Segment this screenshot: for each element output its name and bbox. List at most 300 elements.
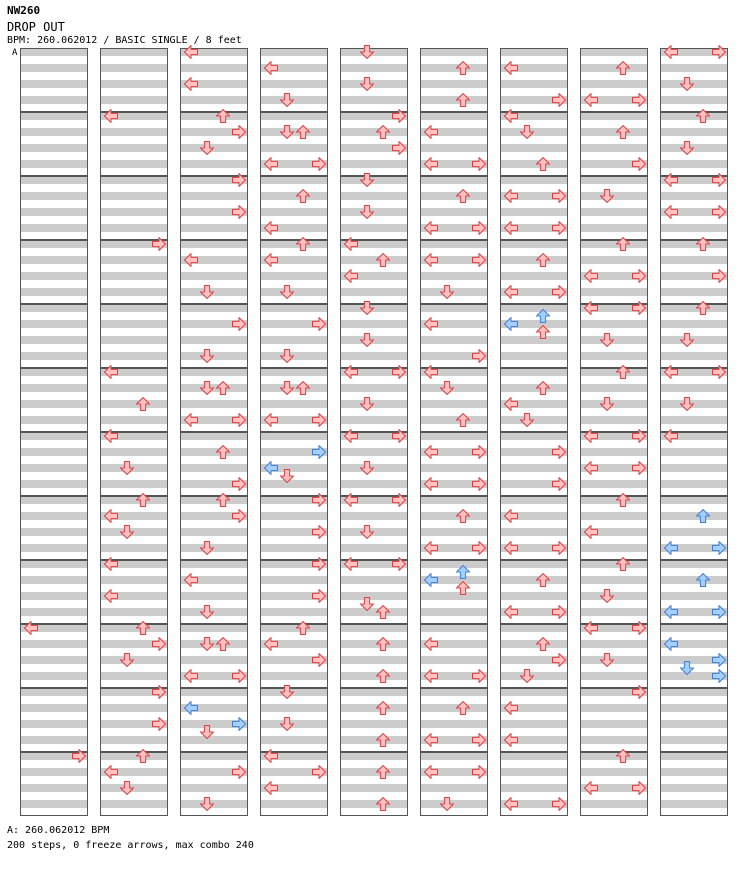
beat-stripe xyxy=(180,560,248,568)
beat-stripe xyxy=(660,576,728,584)
beat-stripe xyxy=(260,704,328,712)
right-arrow-icon xyxy=(553,222,566,235)
beat-stripe xyxy=(100,544,168,552)
beat-stripe xyxy=(180,464,248,472)
beat-stripe xyxy=(660,592,728,600)
beat-stripe xyxy=(180,656,248,664)
right-arrow-icon xyxy=(473,478,486,491)
left-arrow-icon xyxy=(505,398,518,411)
down-arrow-icon xyxy=(601,334,614,347)
left-arrow-icon xyxy=(425,670,438,683)
up-arrow-icon xyxy=(137,398,150,411)
left-arrow-icon xyxy=(585,270,598,283)
beat-stripe xyxy=(420,528,488,536)
right-arrow-icon xyxy=(473,766,486,779)
beat-stripe xyxy=(340,736,408,744)
left-arrow-icon xyxy=(505,734,518,747)
up-arrow-icon xyxy=(537,158,550,171)
up-arrow-icon xyxy=(537,638,550,651)
beat-stripe xyxy=(100,80,168,88)
beat-stripe xyxy=(20,128,88,136)
beat-stripe xyxy=(660,560,728,568)
up-arrow-icon xyxy=(457,510,470,523)
up-arrow-icon xyxy=(377,606,390,619)
beat-stripe xyxy=(20,256,88,264)
down-arrow-icon xyxy=(361,46,374,59)
left-arrow-icon xyxy=(105,510,118,523)
up-arrow-icon xyxy=(537,254,550,267)
right-arrow-icon xyxy=(553,542,566,555)
left-arrow-icon xyxy=(425,222,438,235)
left-arrow-icon xyxy=(425,478,438,491)
beat-stripe xyxy=(660,496,728,504)
beat-stripe xyxy=(100,752,168,760)
song-code: NW260 xyxy=(7,4,41,17)
beat-stripe xyxy=(500,688,568,696)
beat-stripe xyxy=(500,144,568,152)
beat-stripe xyxy=(660,720,728,728)
beat-stripe xyxy=(20,304,88,312)
beat-stripe xyxy=(500,592,568,600)
beat-stripe xyxy=(100,480,168,488)
right-arrow-icon xyxy=(713,670,726,683)
beat-stripe xyxy=(660,688,728,696)
beat-stripe xyxy=(580,224,648,232)
up-arrow-icon xyxy=(297,126,310,139)
beat-stripe xyxy=(580,368,648,376)
left-arrow-icon xyxy=(185,414,198,427)
beat-stripe xyxy=(340,512,408,520)
beat-stripe xyxy=(420,192,488,200)
right-arrow-icon xyxy=(633,158,646,171)
beat-stripe xyxy=(340,544,408,552)
beat-stripe xyxy=(20,640,88,648)
bpm-legend: A: 260.062012 BPM xyxy=(7,825,110,836)
right-arrow-icon xyxy=(713,270,726,283)
left-arrow-icon xyxy=(265,462,278,475)
beat-stripe xyxy=(180,192,248,200)
up-arrow-icon xyxy=(457,702,470,715)
beat-stripe xyxy=(420,608,488,616)
beat-stripe xyxy=(100,192,168,200)
beat-stripe xyxy=(100,224,168,232)
left-arrow-icon xyxy=(505,222,518,235)
beat-stripe xyxy=(100,144,168,152)
right-arrow-icon xyxy=(233,126,246,139)
beat-stripe xyxy=(340,320,408,328)
beat-stripe xyxy=(340,416,408,424)
beat-stripe xyxy=(20,224,88,232)
beat-stripe xyxy=(340,704,408,712)
beat-stripe xyxy=(20,784,88,792)
beat-stripe xyxy=(580,352,648,360)
beat-stripe xyxy=(580,736,648,744)
beat-stripe xyxy=(340,608,408,616)
beat-stripe xyxy=(580,576,648,584)
beat-stripe xyxy=(100,48,168,56)
beat-stripe xyxy=(20,704,88,712)
up-arrow-icon xyxy=(377,254,390,267)
beat-stripe xyxy=(20,368,88,376)
beat-stripe xyxy=(20,576,88,584)
beat-stripe xyxy=(420,784,488,792)
right-arrow-icon xyxy=(233,510,246,523)
right-arrow-icon xyxy=(233,766,246,779)
up-arrow-icon xyxy=(377,734,390,747)
beat-stripe xyxy=(260,480,328,488)
beat-stripe xyxy=(420,400,488,408)
beat-stripe xyxy=(660,320,728,328)
down-arrow-icon xyxy=(441,382,454,395)
beat-stripe xyxy=(260,432,328,440)
right-arrow-icon xyxy=(313,766,326,779)
beat-stripe xyxy=(180,368,248,376)
beat-stripe xyxy=(500,432,568,440)
down-arrow-icon xyxy=(281,718,294,731)
beat-stripe xyxy=(420,432,488,440)
left-arrow-icon xyxy=(425,766,438,779)
beat-stripe xyxy=(420,64,488,72)
left-arrow-icon xyxy=(185,702,198,715)
beat-stripe xyxy=(580,560,648,568)
beat-stripe xyxy=(660,224,728,232)
down-arrow-icon xyxy=(121,526,134,539)
beat-stripe xyxy=(20,288,88,296)
left-arrow-icon xyxy=(425,158,438,171)
beat-stripe xyxy=(580,448,648,456)
up-arrow-icon xyxy=(217,382,230,395)
beat-stripe xyxy=(500,48,568,56)
left-arrow-icon xyxy=(265,638,278,651)
beat-stripe xyxy=(420,336,488,344)
down-arrow-icon xyxy=(441,286,454,299)
beat-stripe xyxy=(260,304,328,312)
down-arrow-icon xyxy=(681,334,694,347)
down-arrow-icon xyxy=(201,606,214,619)
beat-stripe xyxy=(260,272,328,280)
beat-stripe xyxy=(180,336,248,344)
beat-stripe xyxy=(580,176,648,184)
left-arrow-icon xyxy=(425,734,438,747)
beat-stripe xyxy=(20,544,88,552)
beat-stripe xyxy=(500,176,568,184)
right-arrow-icon xyxy=(153,718,166,731)
up-arrow-icon xyxy=(377,766,390,779)
beat-stripe xyxy=(580,704,648,712)
beat-stripe xyxy=(580,512,648,520)
beat-stripe xyxy=(260,192,328,200)
down-arrow-icon xyxy=(681,78,694,91)
beat-stripe xyxy=(500,80,568,88)
down-arrow-icon xyxy=(361,398,374,411)
right-arrow-icon xyxy=(473,350,486,363)
beat-stripe xyxy=(660,752,728,760)
left-arrow-icon xyxy=(105,766,118,779)
beat-stripe xyxy=(580,288,648,296)
down-arrow-icon xyxy=(681,398,694,411)
left-arrow-icon xyxy=(185,670,198,683)
right-arrow-icon xyxy=(473,254,486,267)
beat-stripe xyxy=(420,112,488,120)
beat-stripe xyxy=(580,608,648,616)
beat-stripe xyxy=(500,576,568,584)
right-arrow-icon xyxy=(233,206,246,219)
beat-stripe xyxy=(100,176,168,184)
beat-stripe xyxy=(580,768,648,776)
beat-stripe xyxy=(180,528,248,536)
beat-stripe xyxy=(580,672,648,680)
beat-stripe xyxy=(180,448,248,456)
beat-stripe xyxy=(180,624,248,632)
beat-stripe xyxy=(20,720,88,728)
down-arrow-icon xyxy=(361,78,374,91)
right-arrow-icon xyxy=(553,798,566,811)
beat-stripe xyxy=(660,240,728,248)
beat-stripe xyxy=(100,320,168,328)
beat-stripe xyxy=(420,96,488,104)
beat-stripe xyxy=(340,592,408,600)
beat-stripe xyxy=(20,240,88,248)
right-arrow-icon xyxy=(313,526,326,539)
left-arrow-icon xyxy=(425,254,438,267)
right-arrow-icon xyxy=(473,446,486,459)
right-arrow-icon xyxy=(553,654,566,667)
beat-stripe xyxy=(580,208,648,216)
beat-stripe xyxy=(500,160,568,168)
beat-stripe xyxy=(660,784,728,792)
beat-stripe xyxy=(180,688,248,696)
down-arrow-icon xyxy=(201,638,214,651)
beat-stripe xyxy=(100,384,168,392)
beat-stripe xyxy=(420,704,488,712)
down-arrow-icon xyxy=(361,526,374,539)
right-arrow-icon xyxy=(233,670,246,683)
beat-stripe xyxy=(660,256,728,264)
up-arrow-icon xyxy=(377,126,390,139)
beat-stripe xyxy=(660,288,728,296)
down-arrow-icon xyxy=(521,126,534,139)
beat-stripe xyxy=(420,80,488,88)
beat-stripe xyxy=(20,512,88,520)
right-arrow-icon xyxy=(633,270,646,283)
beat-stripe xyxy=(340,448,408,456)
beat-stripe xyxy=(580,720,648,728)
beat-stripe xyxy=(340,784,408,792)
beat-stripe xyxy=(340,128,408,136)
beat-stripe xyxy=(340,288,408,296)
beat-stripe xyxy=(340,800,408,808)
beat-stripe xyxy=(660,512,728,520)
down-arrow-icon xyxy=(601,398,614,411)
beat-stripe xyxy=(340,96,408,104)
beat-stripe xyxy=(20,608,88,616)
down-arrow-icon xyxy=(201,142,214,155)
beat-stripe xyxy=(20,736,88,744)
beat-stripe xyxy=(20,352,88,360)
beat-stripe xyxy=(100,272,168,280)
beat-stripe xyxy=(500,208,568,216)
beat-stripe xyxy=(660,736,728,744)
left-arrow-icon xyxy=(585,94,598,107)
left-arrow-icon xyxy=(185,46,198,59)
beat-stripe xyxy=(180,400,248,408)
beat-stripe xyxy=(340,576,408,584)
beat-stripe xyxy=(260,400,328,408)
down-arrow-icon xyxy=(201,286,214,299)
beat-stripe xyxy=(260,800,328,808)
beat-stripe xyxy=(420,752,488,760)
right-arrow-icon xyxy=(713,46,726,59)
beat-stripe xyxy=(340,656,408,664)
beat-stripe xyxy=(340,384,408,392)
up-arrow-icon xyxy=(377,670,390,683)
up-arrow-icon xyxy=(377,702,390,715)
up-arrow-icon xyxy=(377,638,390,651)
left-arrow-icon xyxy=(425,638,438,651)
beat-stripe xyxy=(260,624,328,632)
down-arrow-icon xyxy=(281,94,294,107)
beat-stripe xyxy=(260,144,328,152)
beat-stripe xyxy=(20,208,88,216)
right-arrow-icon xyxy=(233,478,246,491)
left-arrow-icon xyxy=(105,590,118,603)
beat-stripe xyxy=(660,448,728,456)
beat-stripe xyxy=(180,784,248,792)
beat-stripe xyxy=(340,752,408,760)
beat-stripe xyxy=(20,272,88,280)
left-arrow-icon xyxy=(505,606,518,619)
down-arrow-icon xyxy=(121,462,134,475)
right-arrow-icon xyxy=(553,94,566,107)
beat-stripe xyxy=(100,496,168,504)
beat-stripe xyxy=(420,496,488,504)
right-arrow-icon xyxy=(553,606,566,619)
beat-stripe xyxy=(260,112,328,120)
left-arrow-icon xyxy=(425,318,438,331)
beat-stripe xyxy=(20,560,88,568)
up-arrow-icon xyxy=(457,94,470,107)
beat-stripe xyxy=(660,464,728,472)
beat-stripe xyxy=(260,512,328,520)
down-arrow-icon xyxy=(281,286,294,299)
down-arrow-icon xyxy=(361,462,374,475)
beat-stripe xyxy=(580,48,648,56)
up-arrow-icon xyxy=(537,574,550,587)
right-arrow-icon xyxy=(473,542,486,555)
beat-stripe xyxy=(100,96,168,104)
beat-stripe xyxy=(420,592,488,600)
beat-stripe xyxy=(420,240,488,248)
song-title: DROP OUT xyxy=(7,20,65,34)
up-arrow-icon xyxy=(377,798,390,811)
beat-stripe xyxy=(100,624,168,632)
beat-stripe xyxy=(660,160,728,168)
up-arrow-icon xyxy=(217,638,230,651)
beat-stripe xyxy=(660,624,728,632)
left-arrow-icon xyxy=(425,542,438,555)
beat-stripe xyxy=(180,736,248,744)
beat-stripe xyxy=(500,240,568,248)
beat-stripe xyxy=(420,144,488,152)
right-arrow-icon xyxy=(473,734,486,747)
chart-meta: BPM: 260.062012 / BASIC SINGLE / 8 feet xyxy=(7,35,242,46)
beat-stripe xyxy=(660,704,728,712)
right-arrow-icon xyxy=(553,190,566,203)
left-arrow-icon xyxy=(505,798,518,811)
beat-stripe xyxy=(260,48,328,56)
beat-stripe xyxy=(660,96,728,104)
beat-stripe xyxy=(500,720,568,728)
right-arrow-icon xyxy=(233,318,246,331)
up-arrow-icon xyxy=(297,382,310,395)
right-arrow-icon xyxy=(313,158,326,171)
beat-stripe xyxy=(580,112,648,120)
beat-stripe xyxy=(20,96,88,104)
beat-stripe xyxy=(340,688,408,696)
beat-stripe xyxy=(260,240,328,248)
down-arrow-icon xyxy=(441,798,454,811)
beat-stripe xyxy=(500,528,568,536)
left-arrow-icon xyxy=(345,270,358,283)
beat-stripe xyxy=(420,48,488,56)
beat-stripe xyxy=(500,768,568,776)
up-arrow-icon xyxy=(457,62,470,75)
chart-stats: 200 steps, 0 freeze arrows, max combo 240 xyxy=(7,840,254,851)
up-arrow-icon xyxy=(617,62,630,75)
right-arrow-icon xyxy=(553,478,566,491)
beat-stripe xyxy=(100,256,168,264)
beat-stripe xyxy=(420,512,488,520)
left-arrow-icon xyxy=(665,606,678,619)
left-arrow-icon xyxy=(585,462,598,475)
beat-stripe xyxy=(340,480,408,488)
left-arrow-icon xyxy=(505,702,518,715)
down-arrow-icon xyxy=(601,590,614,603)
down-arrow-icon xyxy=(361,206,374,219)
up-arrow-icon xyxy=(697,574,710,587)
right-arrow-icon xyxy=(233,414,246,427)
right-arrow-icon xyxy=(633,94,646,107)
left-arrow-icon xyxy=(185,574,198,587)
right-arrow-icon xyxy=(313,446,326,459)
beat-stripe xyxy=(580,64,648,72)
left-arrow-icon xyxy=(265,782,278,795)
beat-stripe xyxy=(20,688,88,696)
beat-stripe xyxy=(580,800,648,808)
beat-stripe xyxy=(20,496,88,504)
beat-stripe xyxy=(500,464,568,472)
down-arrow-icon xyxy=(281,126,294,139)
up-arrow-icon xyxy=(537,382,550,395)
beat-stripe xyxy=(420,624,488,632)
beat-stripe xyxy=(20,336,88,344)
beat-stripe xyxy=(100,64,168,72)
beat-stripe xyxy=(20,800,88,808)
up-arrow-icon xyxy=(457,414,470,427)
down-arrow-icon xyxy=(121,782,134,795)
beat-stripe xyxy=(180,240,248,248)
left-arrow-icon xyxy=(505,62,518,75)
beat-stripe xyxy=(580,256,648,264)
down-arrow-icon xyxy=(201,350,214,363)
beat-stripe xyxy=(100,800,168,808)
right-arrow-icon xyxy=(233,718,246,731)
beat-stripe xyxy=(580,144,648,152)
beat-stripe xyxy=(100,608,168,616)
right-arrow-icon xyxy=(633,462,646,475)
down-arrow-icon xyxy=(361,334,374,347)
left-arrow-icon xyxy=(265,414,278,427)
